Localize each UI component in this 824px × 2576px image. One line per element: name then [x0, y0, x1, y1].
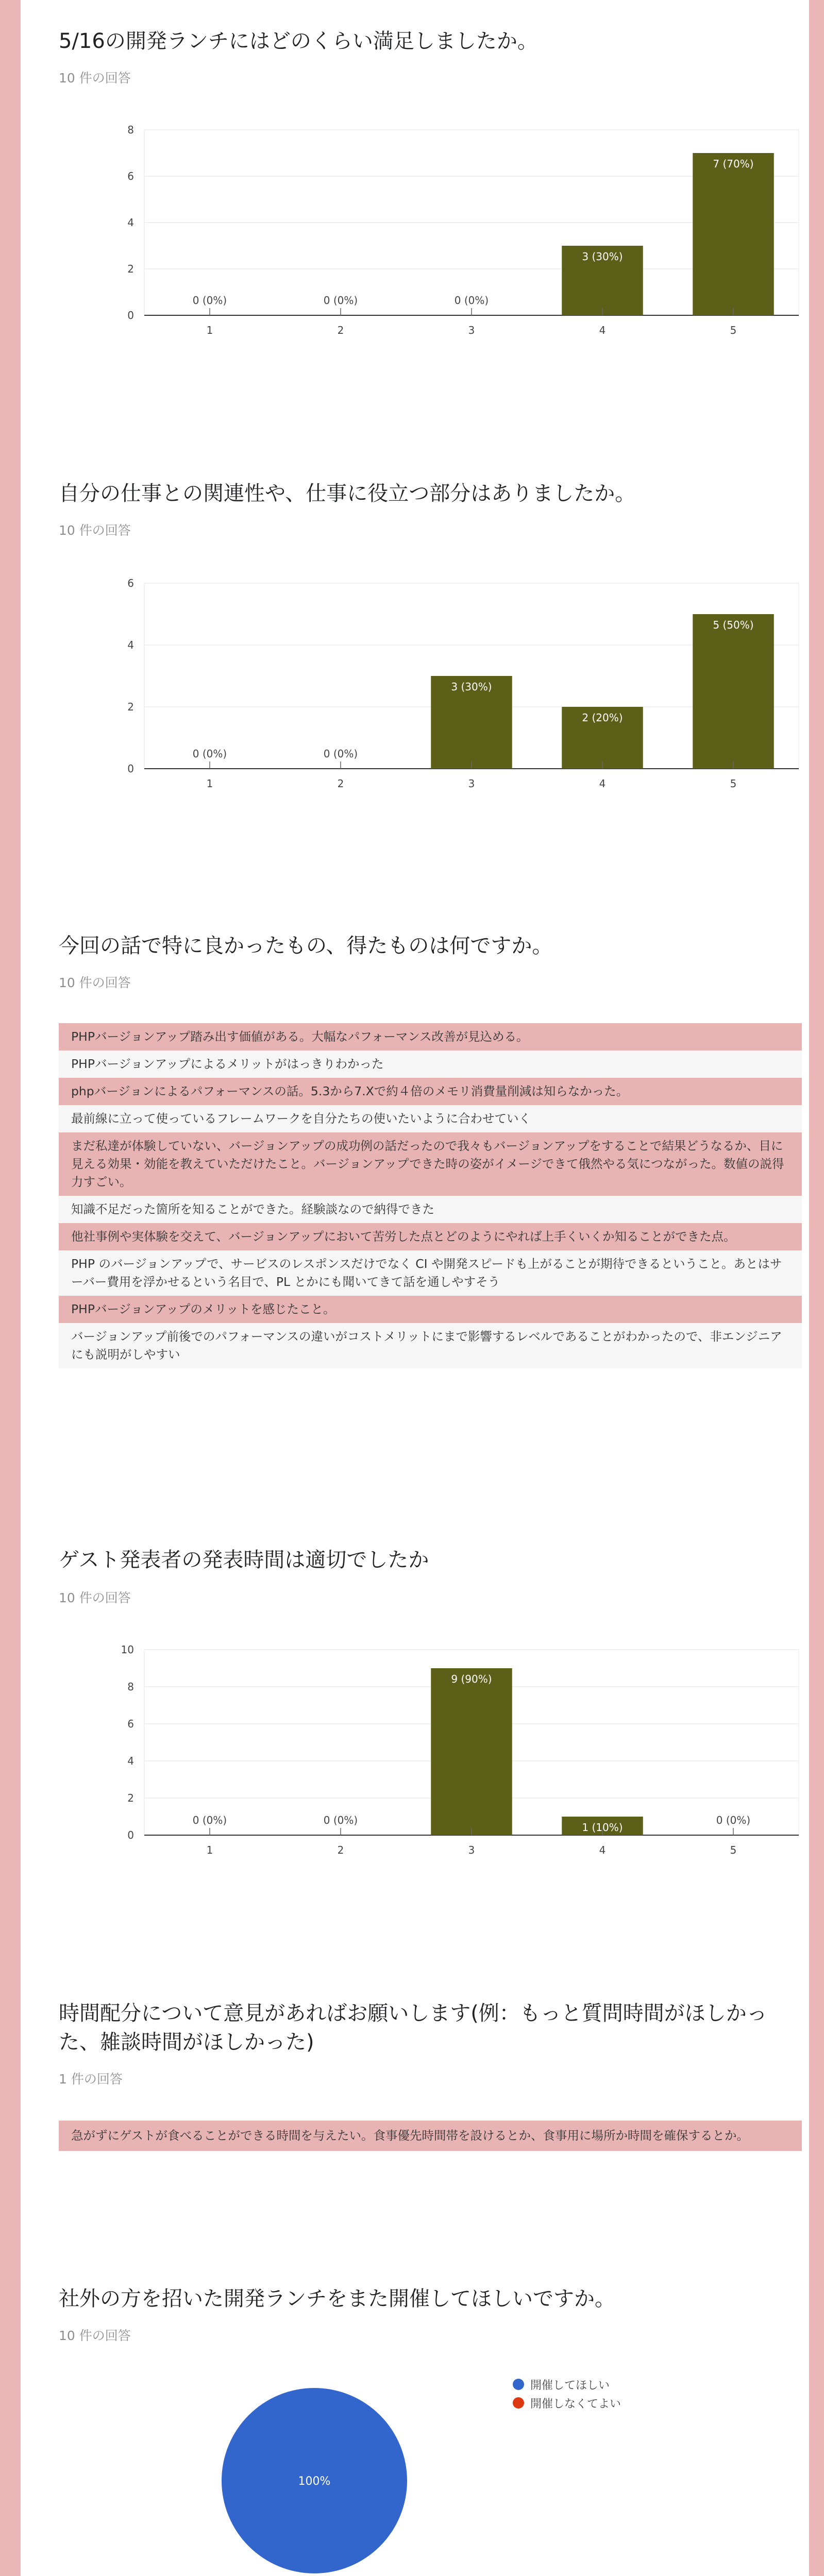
legend-swatch: [513, 2397, 524, 2409]
data-label: 7 (70%): [713, 158, 754, 170]
y-tick-label: 0: [127, 1829, 134, 1841]
data-label: 9 (90%): [451, 1673, 492, 1685]
question-title: ゲスト発表者の発表時間は適切でしたか: [59, 1548, 429, 1572]
responses-list: [59, 2121, 802, 2151]
pie-label: 100%: [298, 2475, 331, 2488]
y-tick-label: 10: [121, 1643, 134, 1656]
data-label: 0 (0%): [716, 1814, 751, 1826]
x-tick-label: 2: [337, 777, 344, 789]
question-title: 5/16の開発ランチにはどのくらい満足しましたか。: [59, 29, 538, 53]
data-label: 0 (0%): [192, 1814, 227, 1826]
data-label: 1 (10%): [582, 1821, 623, 1834]
y-tick-label: 4: [127, 639, 134, 651]
x-tick-label: 2: [337, 1844, 344, 1856]
response-item: 知識不足だった箇所を知ることができた。経験談なので納得できた: [59, 1196, 802, 1223]
response-count: 1 件の回答: [59, 2072, 123, 2087]
bar: [693, 153, 773, 315]
data-label: 5 (50%): [713, 619, 754, 631]
data-label: 3 (30%): [451, 681, 492, 693]
x-tick-label: 4: [599, 1844, 606, 1856]
legend-swatch: [513, 2379, 524, 2390]
response-item: PHPバージョンアップのメリットを感じたこと。: [59, 1296, 802, 1323]
response-item: 最前線に立って使っているフレームワークを自分たちの使いたいように合わせていく: [59, 1105, 802, 1132]
data-label: 0 (0%): [323, 748, 358, 760]
response-item: 急がずにゲストが食べることができる時間を与えたい。食事優先時間帯を設けるとか、食事用に場所か時間を確保するとか。: [59, 2121, 802, 2151]
legend-item-yes[interactable]: [513, 2375, 621, 2394]
response-item: PHPバージョンアップによるメリットがはっきりわかった: [59, 1050, 802, 1078]
y-tick-label: 0: [127, 762, 134, 775]
x-tick-label: 3: [468, 1844, 475, 1856]
x-tick-label: 4: [599, 324, 606, 336]
bar-chart-svg: [82, 114, 804, 336]
bar-chart-svg: [82, 1634, 804, 1856]
responses-list[interactable]: [59, 1023, 802, 1437]
data-label: 0 (0%): [323, 294, 358, 307]
question-title: 今回の話で特に良かったもの、得たものは何ですか。: [59, 934, 553, 958]
x-tick-label: 5: [730, 777, 737, 789]
bar-chart-satisfaction: [82, 114, 804, 336]
y-tick-label: 8: [127, 1681, 134, 1693]
response-item: PHPバージョンアップ踏み出す価値がある。大幅なパフォーマンス改善が見込める。: [59, 1023, 802, 1050]
x-tick-label: 1: [206, 777, 213, 789]
y-tick-label: 4: [127, 216, 134, 229]
bar-chart-presentation-time: [82, 1634, 804, 1856]
question-title: 時間配分について意見があればお願いします(例：もっと質問時間がほしかった、雑談時間がほしかった): [59, 2002, 767, 2054]
response-item: phpバージョンによるパフォーマンスの話。5.3から7.Xで約４倍のメモリ消費量削減は知らなかった。: [59, 1078, 802, 1105]
pie-legend: [513, 2375, 621, 2412]
x-tick-label: 3: [468, 324, 475, 336]
pie-chart: [175, 2370, 433, 2576]
bar: [431, 1668, 512, 1835]
response-count: 10 件の回答: [59, 1590, 131, 1605]
y-tick-label: 2: [127, 701, 134, 713]
data-label: 0 (0%): [454, 294, 489, 307]
x-tick-label: 5: [730, 324, 737, 336]
y-tick-label: 4: [127, 1755, 134, 1767]
data-label: 0 (0%): [192, 294, 227, 307]
bar-chart-svg: [82, 568, 804, 789]
response-item: まだ私達が体験していない、バージョンアップの成功例の話だったので我々もバージョンアップをすることで結果どうなるか、目に見える効果・効能を教えていただけたこと。バージョンアップできた時の姿がイメージできて俄然やる気につながった。数値の説得力すごい。: [59, 1132, 802, 1196]
y-tick-label: 2: [127, 263, 134, 275]
data-label: 0 (0%): [192, 748, 227, 760]
data-label: 3 (30%): [582, 250, 623, 263]
x-tick-label: 2: [337, 324, 344, 336]
response-item: バージョンアップ前後でのパフォーマンスの違いがコストメリットにまで影響するレベルであることがわかったので、非エンジニアにも説明がしやすい: [59, 1323, 802, 1368]
data-label: 2 (20%): [582, 711, 623, 724]
y-tick-label: 8: [127, 124, 134, 136]
response-count: 10 件の回答: [59, 975, 131, 990]
x-tick-label: 4: [599, 777, 606, 789]
y-tick-label: 2: [127, 1792, 134, 1804]
x-tick-label: 1: [206, 1844, 213, 1856]
response-count: 10 件の回答: [59, 2328, 131, 2343]
legend-label: 開催してほしい: [530, 2379, 610, 2392]
response-item: 他社事例や実体験を交えて、バージョンアップにおいて苦労した点とどのようにやれば上手くいくか知ることができた点。: [59, 1223, 802, 1250]
data-label: 0 (0%): [323, 1814, 358, 1826]
bar: [693, 614, 773, 769]
y-tick-label: 6: [127, 577, 134, 589]
x-tick-label: 3: [468, 777, 475, 789]
response-count: 10 件の回答: [59, 523, 131, 538]
legend-item-no[interactable]: [513, 2394, 621, 2412]
question-title: 自分の仕事との関連性や、仕事に役立つ部分はありましたか。: [59, 482, 636, 505]
y-tick-label: 6: [127, 170, 134, 182]
x-tick-label: 5: [730, 1844, 737, 1856]
x-tick-label: 1: [206, 324, 213, 336]
bar-chart-relevance: [82, 568, 804, 789]
response-item: PHP のバージョンアップで、サービスのレスポンスだけでなく CI や開発スピードも上がることが期待できるということ。あとはサーバー費用を浮かせるという名目で、PL とかにも聞いてきて話を通しやすそう: [59, 1250, 802, 1296]
form-summary-card: [21, 0, 809, 2576]
question-title: 社外の方を招いた開発ランチをまた開催してほしいですか。: [59, 2287, 615, 2311]
y-tick-label: 0: [127, 309, 134, 321]
legend-label: 開催しなくてよい: [530, 2397, 621, 2411]
y-tick-label: 6: [127, 1718, 134, 1730]
response-count: 10 件の回答: [59, 71, 131, 86]
